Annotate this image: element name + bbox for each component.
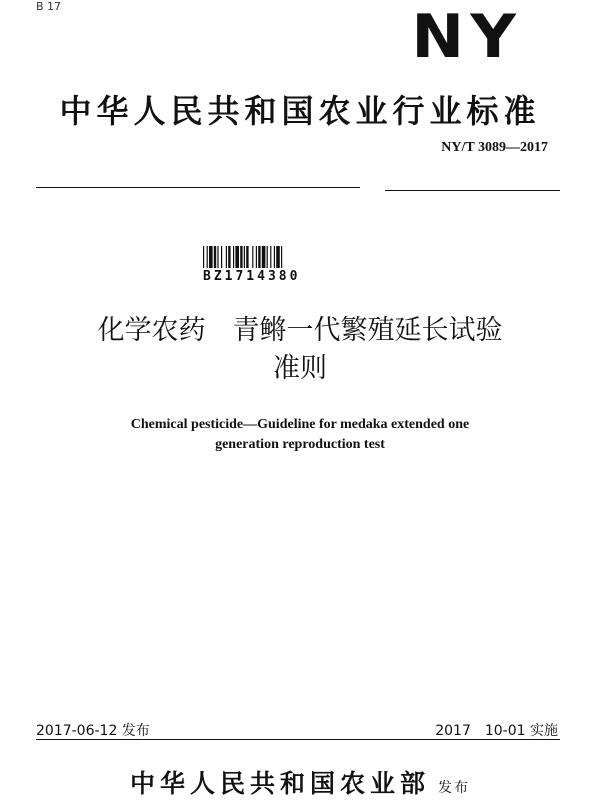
chinese-title-line2: 准则 bbox=[273, 353, 327, 384]
barcode-bar bbox=[246, 246, 248, 268]
standard-number: NY/T 3089—2017 bbox=[441, 140, 548, 155]
corner-code: B 17 bbox=[36, 0, 62, 13]
divider-right bbox=[385, 190, 560, 191]
divider-left bbox=[36, 187, 360, 188]
barcode-bar bbox=[203, 246, 204, 268]
barcode-bar bbox=[258, 246, 260, 268]
barcode-number: BZ1714380 bbox=[203, 269, 301, 284]
barcode-bar bbox=[214, 246, 216, 268]
barcode-bar bbox=[267, 246, 268, 268]
barcode-bar bbox=[217, 246, 218, 268]
barcode-bar bbox=[207, 246, 208, 268]
barcode-bar bbox=[233, 246, 234, 268]
barcode-bar bbox=[221, 246, 222, 268]
barcode-bar bbox=[235, 246, 239, 268]
barcode-bar bbox=[281, 246, 282, 268]
chinese-title bbox=[0, 312, 600, 388]
barcode-bar bbox=[274, 246, 275, 268]
publisher-suffix: 发布 bbox=[438, 780, 470, 796]
barcode-bar bbox=[244, 246, 245, 268]
barcode-bar bbox=[240, 246, 242, 268]
standard-title: 中华人民共和国农业行业标准 bbox=[59, 92, 541, 130]
barcode-icon bbox=[203, 246, 313, 268]
english-title-line2: generation reproduction test bbox=[215, 437, 385, 452]
publisher-line bbox=[0, 764, 600, 800]
ny-logo: NY bbox=[411, 2, 523, 72]
english-title-line1: Chemical pesticide—Guideline for medaka extended one bbox=[130, 417, 470, 432]
implement-date: 2017 10-01 实施 bbox=[435, 723, 558, 739]
publisher-name: 中华人民共和国农业部 bbox=[129, 769, 430, 798]
divider-bottom bbox=[36, 739, 560, 740]
english-title bbox=[0, 415, 600, 455]
barcode-bar bbox=[262, 246, 266, 268]
barcode-bar bbox=[209, 246, 213, 268]
barcode-bar bbox=[228, 246, 230, 268]
barcode-bar bbox=[270, 246, 271, 268]
barcode-bar bbox=[256, 246, 257, 268]
barcode-bar bbox=[252, 246, 253, 268]
barcode-bar bbox=[226, 246, 227, 268]
barcode-block bbox=[203, 246, 313, 284]
barcode-bar bbox=[276, 246, 280, 268]
issue-date: 2017-06-12 发布 bbox=[36, 723, 150, 739]
chinese-title-line1: 化学农药 青鳉一代繁殖延长试验 bbox=[97, 315, 503, 346]
